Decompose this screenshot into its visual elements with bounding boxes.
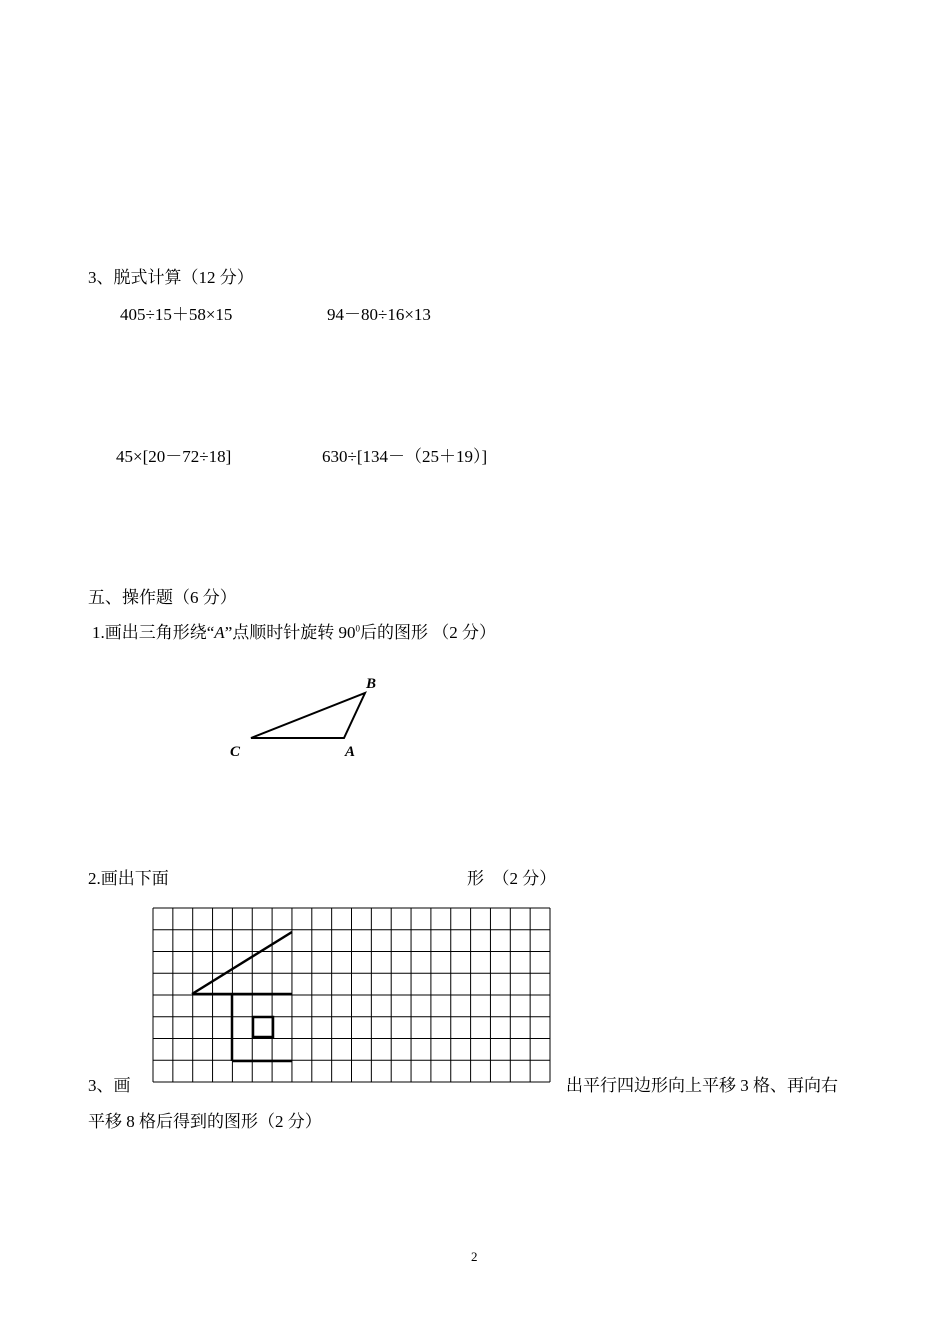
expression-2: 94－80÷16×13	[327, 305, 431, 324]
section5-heading: 五、操作题（6 分）	[88, 588, 237, 607]
small-square	[253, 1017, 273, 1037]
grid-lines	[153, 908, 550, 1082]
vertex-label-c: C	[230, 744, 241, 760]
expression-3: 45×[20－72÷18]	[116, 447, 232, 466]
question-3-line2: 平移 8 格后得到的图形（2 分）	[88, 1112, 322, 1131]
triangle-abc	[251, 693, 365, 738]
expression-4: 630÷[134－（25＋19）]	[322, 447, 488, 466]
question-3-right: 出平行四边形向上平移 3 格、再向右	[566, 1076, 838, 1095]
drawn-shapes	[192, 932, 292, 1061]
vertex-label-a: A	[345, 744, 356, 760]
expression-1: 405÷15＋58×15	[120, 305, 233, 324]
question-1-point: A	[214, 623, 225, 642]
section3-heading: 3、脱式计算（12 分）	[88, 268, 254, 287]
question-2-left: 2.画出下面	[88, 869, 169, 888]
vertex-label-b: B	[366, 676, 377, 692]
question-1-middle: ”点顺时针旋转 90	[224, 623, 356, 642]
page-number: 2	[471, 1249, 478, 1264]
question-3-left: 3、画	[88, 1076, 131, 1095]
question-1-prefix: 1.画出三角形绕“	[92, 623, 215, 642]
diagonal-line	[192, 932, 292, 994]
question-1-suffix: 后的图形 （2 分）	[359, 623, 496, 642]
question-1	[92, 623, 496, 643]
question-1-degree-sup: 0	[355, 623, 360, 634]
question-2-right: 形 （2 分）	[467, 869, 557, 888]
